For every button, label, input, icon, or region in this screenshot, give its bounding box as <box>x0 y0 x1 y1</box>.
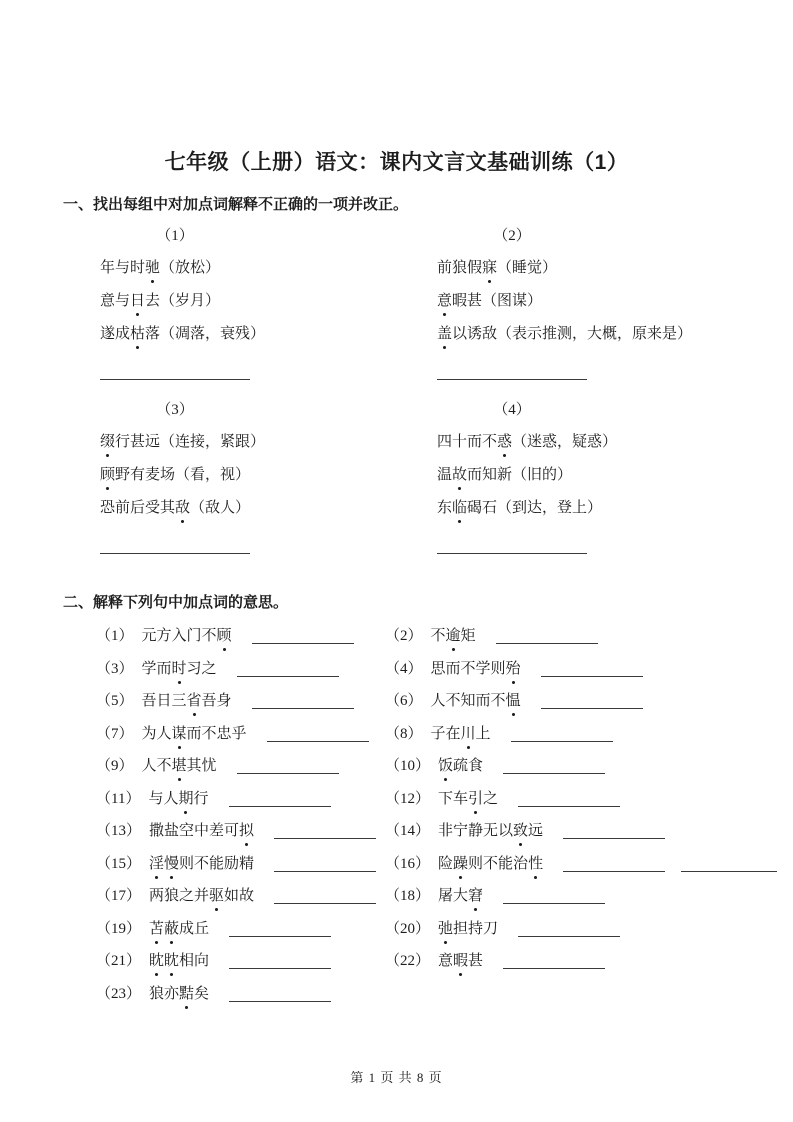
question-item <box>96 886 385 907</box>
question-text: 狼亦黠矣 <box>149 984 209 1005</box>
question-text: 屠大窘 <box>438 886 483 907</box>
section1-heading: 一、找出每组中对加点词解释不正确的一项并改正。 <box>63 196 409 213</box>
question-text: 元方入门不顾 <box>142 626 232 647</box>
question-item <box>385 886 793 907</box>
question-item <box>96 691 385 712</box>
question-number: （13） <box>96 823 142 839</box>
question-number: （23） <box>96 985 142 1002</box>
question-item <box>96 724 385 745</box>
group-phrase: 恐前后受其敌（敌人） <box>100 498 437 519</box>
group-phrase: 盖以诱敌（表示推测，大概，原来是） <box>437 324 793 345</box>
question-number: （8） <box>385 725 423 742</box>
emphasized-char: 弛 <box>438 919 453 940</box>
emphasized-char: 驱 <box>209 886 224 907</box>
question-item <box>96 919 385 940</box>
answer-blank[interactable] <box>229 793 331 807</box>
question-number: （12） <box>385 790 431 807</box>
question-text: 吾日三省吾身 <box>142 691 232 712</box>
answer-blank[interactable] <box>563 825 665 839</box>
group-phrase: 缀行甚远（连接，紧跟） <box>100 432 437 453</box>
section2-heading: 二、解释下列句中加点词的意思。 <box>63 594 289 611</box>
question-number: （7） <box>96 725 134 742</box>
answer-blank[interactable] <box>267 728 369 742</box>
question-text: 撒盐空中差可拟 <box>149 821 254 842</box>
group-label: （1） <box>156 228 194 244</box>
word-group <box>437 226 793 396</box>
answer-blank[interactable] <box>237 663 339 677</box>
question-number: （3） <box>96 660 134 677</box>
answer-blank[interactable] <box>100 357 250 380</box>
answer-blank[interactable] <box>503 890 605 904</box>
emphasized-char: 时 <box>172 659 187 680</box>
question-text: 饭疏食 <box>438 756 483 777</box>
emphasized-char: 眈 <box>164 951 179 972</box>
group-phrase: 温故而知新（旧的） <box>437 465 793 486</box>
emphasized-char: 敌 <box>175 498 190 519</box>
question-text: 不逾矩 <box>431 626 476 647</box>
question-item <box>385 854 793 875</box>
emphasized-char: 逾 <box>446 626 461 647</box>
answer-blank[interactable] <box>229 955 331 969</box>
question-number: （9） <box>96 758 134 774</box>
answer-blank[interactable] <box>252 695 354 709</box>
emphasized-char: 躁 <box>453 854 468 875</box>
answer-blank[interactable] <box>274 890 376 904</box>
section1-groups <box>100 226 793 574</box>
question-text: 为人谋而不忠乎 <box>142 724 247 745</box>
question-item <box>96 789 385 810</box>
question-number: （6） <box>385 693 423 709</box>
question-number: （1） <box>96 628 134 644</box>
question-text: 子在川上 <box>431 724 491 745</box>
question-text: 学而时习之 <box>142 659 217 680</box>
group-phrase: 顾野有麦场（看，视） <box>100 465 437 486</box>
question-text: 淫慢则不能励精 <box>149 854 254 875</box>
group-phrase: 意暇甚（图谋） <box>437 291 793 312</box>
page-footer: 第 1 页 共 8 页 <box>350 1070 443 1085</box>
question-text: 苫蔽成丘 <box>149 919 209 940</box>
emphasized-char: 惑 <box>497 432 512 453</box>
question-text: 非宁静无以致远 <box>438 821 543 842</box>
answer-blank[interactable] <box>503 955 605 969</box>
emphasized-char: 盖 <box>437 324 452 345</box>
emphasized-char: 顾 <box>217 626 232 647</box>
question-item <box>385 919 793 940</box>
group-phrase: 意与日去（岁月） <box>100 291 437 312</box>
question-number: （17） <box>96 888 142 904</box>
question-item <box>96 756 385 777</box>
emphasized-char: 寐 <box>482 258 497 279</box>
answer-blank[interactable] <box>274 825 376 839</box>
emphasized-char: 故 <box>452 465 467 486</box>
question-item <box>96 659 385 680</box>
emphasized-char: 致 <box>513 821 528 842</box>
question-item <box>96 626 385 647</box>
question-text: 险躁则不能治性 <box>438 854 543 875</box>
emphasized-char: 殆 <box>506 659 521 680</box>
section2-items <box>96 626 793 1016</box>
question-text: 两狼之并驱如故 <box>149 886 254 907</box>
answer-blank[interactable] <box>437 531 587 554</box>
emphasized-char: 暇 <box>453 951 468 972</box>
question-item <box>385 691 793 712</box>
question-item <box>96 984 385 1005</box>
question-item <box>385 951 793 972</box>
group-phrase: 四十而不惑（迷惑，疑惑） <box>437 432 793 453</box>
emphasized-char: 窘 <box>468 886 483 907</box>
answer-blank[interactable] <box>681 858 777 872</box>
answer-blank[interactable] <box>229 988 331 1002</box>
emphasized-char: 饭 <box>438 756 453 777</box>
group-label: （4） <box>493 402 531 418</box>
emphasized-char: 省 <box>187 691 202 712</box>
emphasized-char: 苫 <box>149 919 164 940</box>
question-number: （4） <box>385 660 423 677</box>
emphasized-char: 临 <box>452 498 467 519</box>
question-number: （10） <box>385 758 431 774</box>
question-number: （20） <box>385 920 431 937</box>
emphasized-char: 驰 <box>145 258 160 279</box>
question-text: 人不知而不愠 <box>431 691 521 712</box>
answer-blank[interactable] <box>503 760 605 774</box>
emphasized-char: 性 <box>528 854 543 875</box>
question-number: （11） <box>96 790 141 807</box>
answer-blank[interactable] <box>237 760 339 774</box>
question-item <box>385 724 793 745</box>
question-number: （5） <box>96 693 134 709</box>
emphasized-char: 引 <box>468 789 483 810</box>
answer-blank[interactable] <box>229 923 331 937</box>
question-item <box>96 821 385 842</box>
question-item <box>385 789 793 810</box>
question-item <box>96 854 385 875</box>
group-label: （3） <box>156 402 194 418</box>
group-phrase: 遂成枯落（凋落，衰残） <box>100 324 437 345</box>
emphasized-char: 眈 <box>149 951 164 972</box>
emphasized-char: 淫 <box>149 854 164 875</box>
group-phrase: 年与时驰（放松） <box>100 258 437 279</box>
question-item <box>96 951 385 972</box>
answer-blank[interactable] <box>511 728 613 742</box>
word-group <box>437 400 793 570</box>
group-phrase: 前狼假寐（睡觉） <box>437 258 793 279</box>
emphasized-char: 期 <box>178 789 193 810</box>
word-group <box>100 226 437 396</box>
question-item <box>385 821 793 842</box>
word-group <box>100 400 437 570</box>
answer-blank[interactable] <box>100 531 250 554</box>
question-number: （2） <box>385 628 423 644</box>
emphasized-char: 蔽 <box>164 919 179 940</box>
question-text: 意暇甚 <box>438 951 483 972</box>
question-number: （16） <box>385 855 431 872</box>
group-phrase: 东临碣石（到达，登上） <box>437 498 793 519</box>
question-item <box>385 626 793 647</box>
emphasized-char: 意 <box>437 291 452 312</box>
group-label: （2） <box>493 228 531 244</box>
emphasized-char: 谋 <box>172 724 187 745</box>
question-number: （15） <box>96 855 142 872</box>
answer-blank[interactable] <box>563 858 665 872</box>
page-title: 七年级（上册）语文：课内文言文基础训练（1） <box>164 151 629 174</box>
emphasized-char: 缀 <box>100 432 115 453</box>
question-item <box>385 756 793 777</box>
emphasized-char: 枯 <box>130 324 145 345</box>
answer-blank[interactable] <box>274 858 376 872</box>
question-item <box>385 659 793 680</box>
emphasized-char: 顾 <box>100 465 115 486</box>
question-number: （21） <box>96 953 142 969</box>
question-text: 与人期行 <box>148 789 208 810</box>
question-text: 思而不学则殆 <box>431 659 521 680</box>
answer-blank[interactable] <box>541 663 643 677</box>
answer-blank[interactable] <box>252 630 354 644</box>
emphasized-char: 黠 <box>179 984 194 1005</box>
answer-blank[interactable] <box>541 695 643 709</box>
answer-blank[interactable] <box>496 630 598 644</box>
answer-blank[interactable] <box>518 923 620 937</box>
question-text: 弛担持刀 <box>438 919 498 940</box>
emphasized-char: 川 <box>461 724 476 745</box>
question-number: （22） <box>385 953 431 969</box>
question-text: 眈眈相向 <box>149 951 209 972</box>
question-text: 下车引之 <box>438 789 498 810</box>
question-text: 人不堪其忧 <box>142 756 217 777</box>
question-number: （18） <box>385 888 431 904</box>
question-number: （19） <box>96 920 142 937</box>
emphasized-char: 慢 <box>164 854 179 875</box>
emphasized-char: 愠 <box>506 691 521 712</box>
emphasized-char: 日 <box>130 291 145 312</box>
emphasized-char: 堪 <box>172 756 187 777</box>
answer-blank[interactable] <box>437 357 587 380</box>
emphasized-char: 拟 <box>239 821 254 842</box>
answer-blank[interactable] <box>518 793 620 807</box>
question-number: （14） <box>385 823 431 839</box>
